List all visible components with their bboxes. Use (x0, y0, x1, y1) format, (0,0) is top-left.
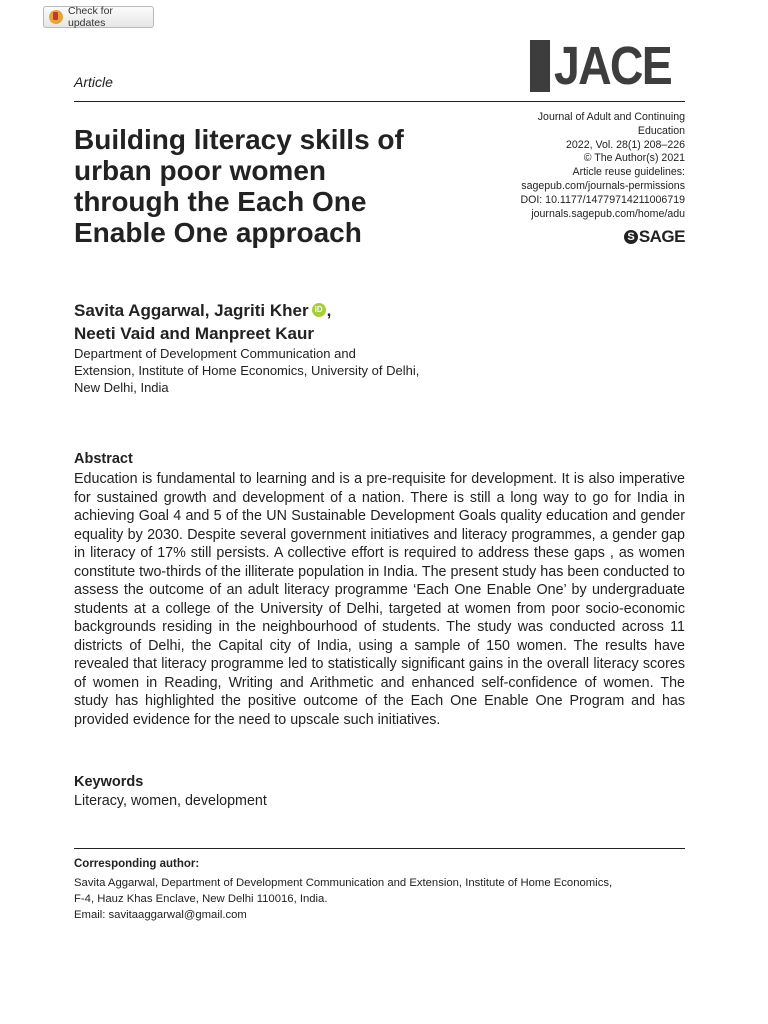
keywords-heading: Keywords (74, 774, 144, 790)
author-line-1 (74, 299, 331, 322)
affiliation (74, 345, 474, 396)
sage-s-icon: S (624, 230, 638, 244)
authors-line1-text: Savita Aggarwal, Jagriti Kher (74, 301, 309, 320)
header-divider (74, 101, 685, 102)
corresponding-line: F-4, Hauz Khas Enclave, New Delhi 110016, India. (74, 893, 328, 905)
author-list (74, 299, 331, 345)
corresponding-line: Savita Aggarwal, Department of Development Communication and Extension, Institute of Home Economics, (74, 877, 613, 889)
affiliation-line: Extension, Institute of Home Economics, University of Delhi, (74, 363, 420, 378)
check-for-updates-label: Check for updates (68, 5, 113, 29)
journal-logo (530, 36, 690, 96)
check-for-updates-badge[interactable] (43, 6, 154, 28)
logo-bar (530, 40, 550, 92)
corresponding-author-details (74, 875, 689, 923)
corresponding-email[interactable]: Email: savitaaggarwal@gmail.com (74, 909, 247, 921)
journal-home-link[interactable]: journals.sagepub.com/home/adu (531, 207, 685, 220)
keywords-text: Literacy, women, development (74, 793, 267, 809)
affiliation-line: Department of Development Communication and (74, 346, 356, 361)
permissions-link[interactable]: sagepub.com/journals-permissions (521, 179, 685, 192)
journal-info (455, 111, 685, 221)
article-type-label: Article (74, 74, 113, 90)
corresponding-author-heading: Corresponding author: (74, 858, 200, 870)
journal-name-line2: Education (637, 124, 685, 137)
volume-pages: 2022, Vol. 28(1) 208–226 (566, 138, 685, 151)
doi[interactable]: DOI: 10.1177/14779714211006719 (520, 193, 685, 206)
journal-logo-text: JACE (554, 36, 672, 96)
journal-name-line1: Journal of Adult and Continuing (537, 111, 685, 123)
copyright: © The Author(s) 2021 (583, 152, 685, 165)
orcid-icon[interactable] (312, 303, 326, 317)
abstract-heading: Abstract (74, 451, 133, 467)
bookmark-icon (49, 10, 63, 24)
sage-logo-text: SAGE (638, 227, 685, 246)
affiliation-line: New Delhi, India (74, 380, 169, 395)
sage-logo (624, 227, 685, 247)
authors-comma: , (326, 301, 332, 320)
footer-divider (74, 848, 685, 849)
abstract-text: Education is fundamental to learning and is a pre-requisite for development. It is also imperative for sustained growth and development of a nation. There is still a long way to go for India in achieving Goal 4 and 5 of the UN Sustainable Development Goals quality education and gender equality by 2030. Despite several government initiatives and literacy programmes, a gender gap in literacy of 17% still persists. A collective effort is required to address these gaps , as women constitute two-thirds of the illiterate population in India. The present study has been conducted to assess the outcome of an adult literacy programme ‘Each One Enable One’ by undergraduate students at a college of the University of Delhi, targeted at women from poor socio-economic backgrounds residing in the neighbourhood of students. The study was conducted across 11 districts of Delhi, the Capital city of India, using a sample of 150 women. The results have revealed that literacy programme led to statistically significant gains in the overall literacy scores of women in Reading, Writing and Arithmetic and enhanced self-confidence of women. The study has highlighted the positive outcome of the Each One Enable One Program and has provided evidence for the need to upscale such initiatives. (74, 471, 685, 728)
author-line-2: Neeti Vaid and Manpreet Kaur (74, 324, 314, 343)
reuse-guidelines-label: Article reuse guidelines: (572, 166, 685, 179)
paper-title: Building literacy skills of urban poor women through the Each One Enable One approach (74, 124, 404, 248)
